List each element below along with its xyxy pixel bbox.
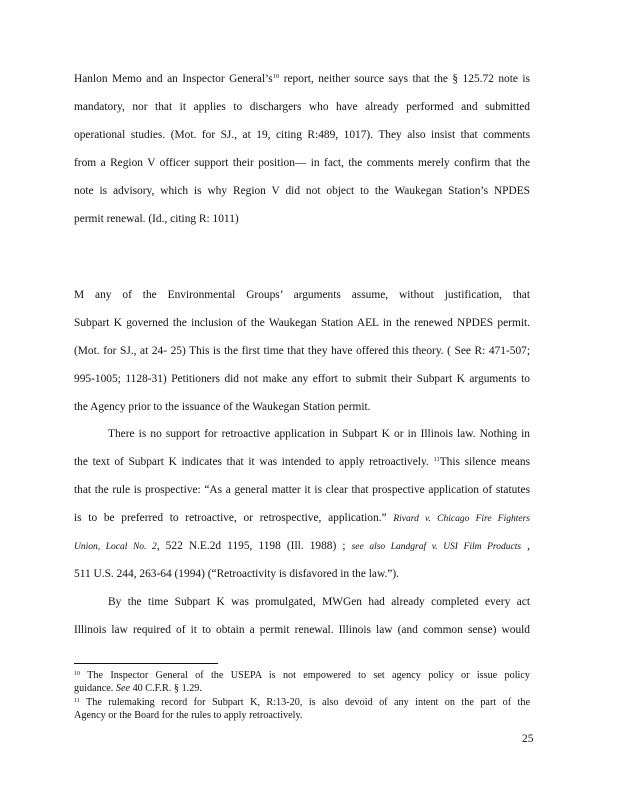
- body-line: from a Region V officer support their position— in fact, the comments merely confirm that the: [74, 157, 530, 169]
- page-number: 25: [522, 733, 534, 745]
- footnote-divider: [74, 663, 218, 664]
- body-line: 995-1005; 1128-31) Petitioners did not make any effort to submit their Subpart K arguments to: [74, 373, 530, 385]
- text-run: , 522 N.E.2d 1195, 1198 (Ill. 1988) ;: [156, 540, 346, 552]
- body-line: operational studies. (Mot. for SJ., at 19, citing R:489, 1017). They also insist that comments: [74, 129, 530, 141]
- body-line: [74, 455, 530, 469]
- footnote-10: [74, 670, 530, 682]
- footnote-10-cont: [74, 683, 530, 695]
- body-line: 511 U.S. 244, 263-64 (1994) (“Retroactivity is disfavored in the law.”).: [74, 568, 399, 580]
- body-line: Subpart K governed the inclusion of the Waukegan Station AEL in the renewed NPDES permit.: [74, 317, 530, 329]
- body-line: (Mot. for SJ., at 24- 25) This is the first time that they have offered this theory. ( See R: 471-507;: [74, 345, 530, 357]
- footnote-11-cont: Agency or the Board for the rules to apply retroactively.: [74, 710, 303, 721]
- text-run: 40 C.F.R. § 1.29.: [132, 683, 202, 694]
- case-citation: see also Landgraf v. USI Film Products: [351, 542, 522, 552]
- footnote-number: 11: [74, 698, 80, 704]
- text-run: guidance.: [74, 683, 114, 694]
- body-line: [74, 72, 530, 86]
- body-line: mandatory, nor that it applies to dischargers who have already performed and submitted: [74, 101, 530, 113]
- text-run: This silence means: [439, 456, 531, 468]
- body-line: that the rule is prospective: “As a general matter it is clear that prospective application of statutes: [74, 484, 530, 496]
- text-run: the text of Subpart K indicates that it was intended to apply retroactively.: [74, 456, 429, 468]
- body-line: [74, 539, 530, 554]
- footnote-number: 10: [74, 671, 80, 677]
- signal-word: See: [115, 683, 131, 694]
- body-line: the Agency prior to the issuance of the Waukegan Station permit.: [74, 401, 371, 413]
- footnote-reference[interactable]: 11: [433, 456, 440, 463]
- text-run: Hanlon Memo and an Inspector General’s: [74, 73, 273, 85]
- case-citation: Union, Local No. 2: [74, 542, 157, 552]
- text-run: is to be preferred to retroactive, or retrospective, application.”: [74, 512, 387, 524]
- body-line: permit renewal. (Id., citing R: 1011): [74, 213, 239, 225]
- footnote-reference[interactable]: 10: [272, 73, 280, 80]
- body-line: By the time Subpart K was promulgated, MWGen had already completed every act: [108, 596, 530, 608]
- text-run: The Inspector General of the USEPA is not empowered to set agency policy or issue policy: [87, 670, 530, 681]
- text-run: The rulemaking record for Subpart K, R:13-20, is also devoid of any intent on the part of the: [86, 697, 530, 708]
- text-run: report, neither source says that the § 125.72 note is: [283, 73, 530, 85]
- body-line: M any of the Environmental Groups’ arguments assume, without justification, that: [74, 289, 530, 301]
- case-citation: Rivard v. Chicago Fire Fighters: [393, 514, 530, 524]
- body-line: Illinois law required of it to obtain a permit renewal. Illinois law (and common sense) would: [74, 624, 530, 636]
- body-line: [74, 511, 530, 526]
- body-line: note is advisory, which is why Region V did not object to the Waukegan Station’s NPDES: [74, 185, 530, 197]
- text-run: ,: [527, 540, 530, 552]
- body-line: There is no support for retroactive application in Subpart K or in Illinois law. Nothing in: [108, 428, 530, 440]
- footnote-11: [74, 697, 530, 709]
